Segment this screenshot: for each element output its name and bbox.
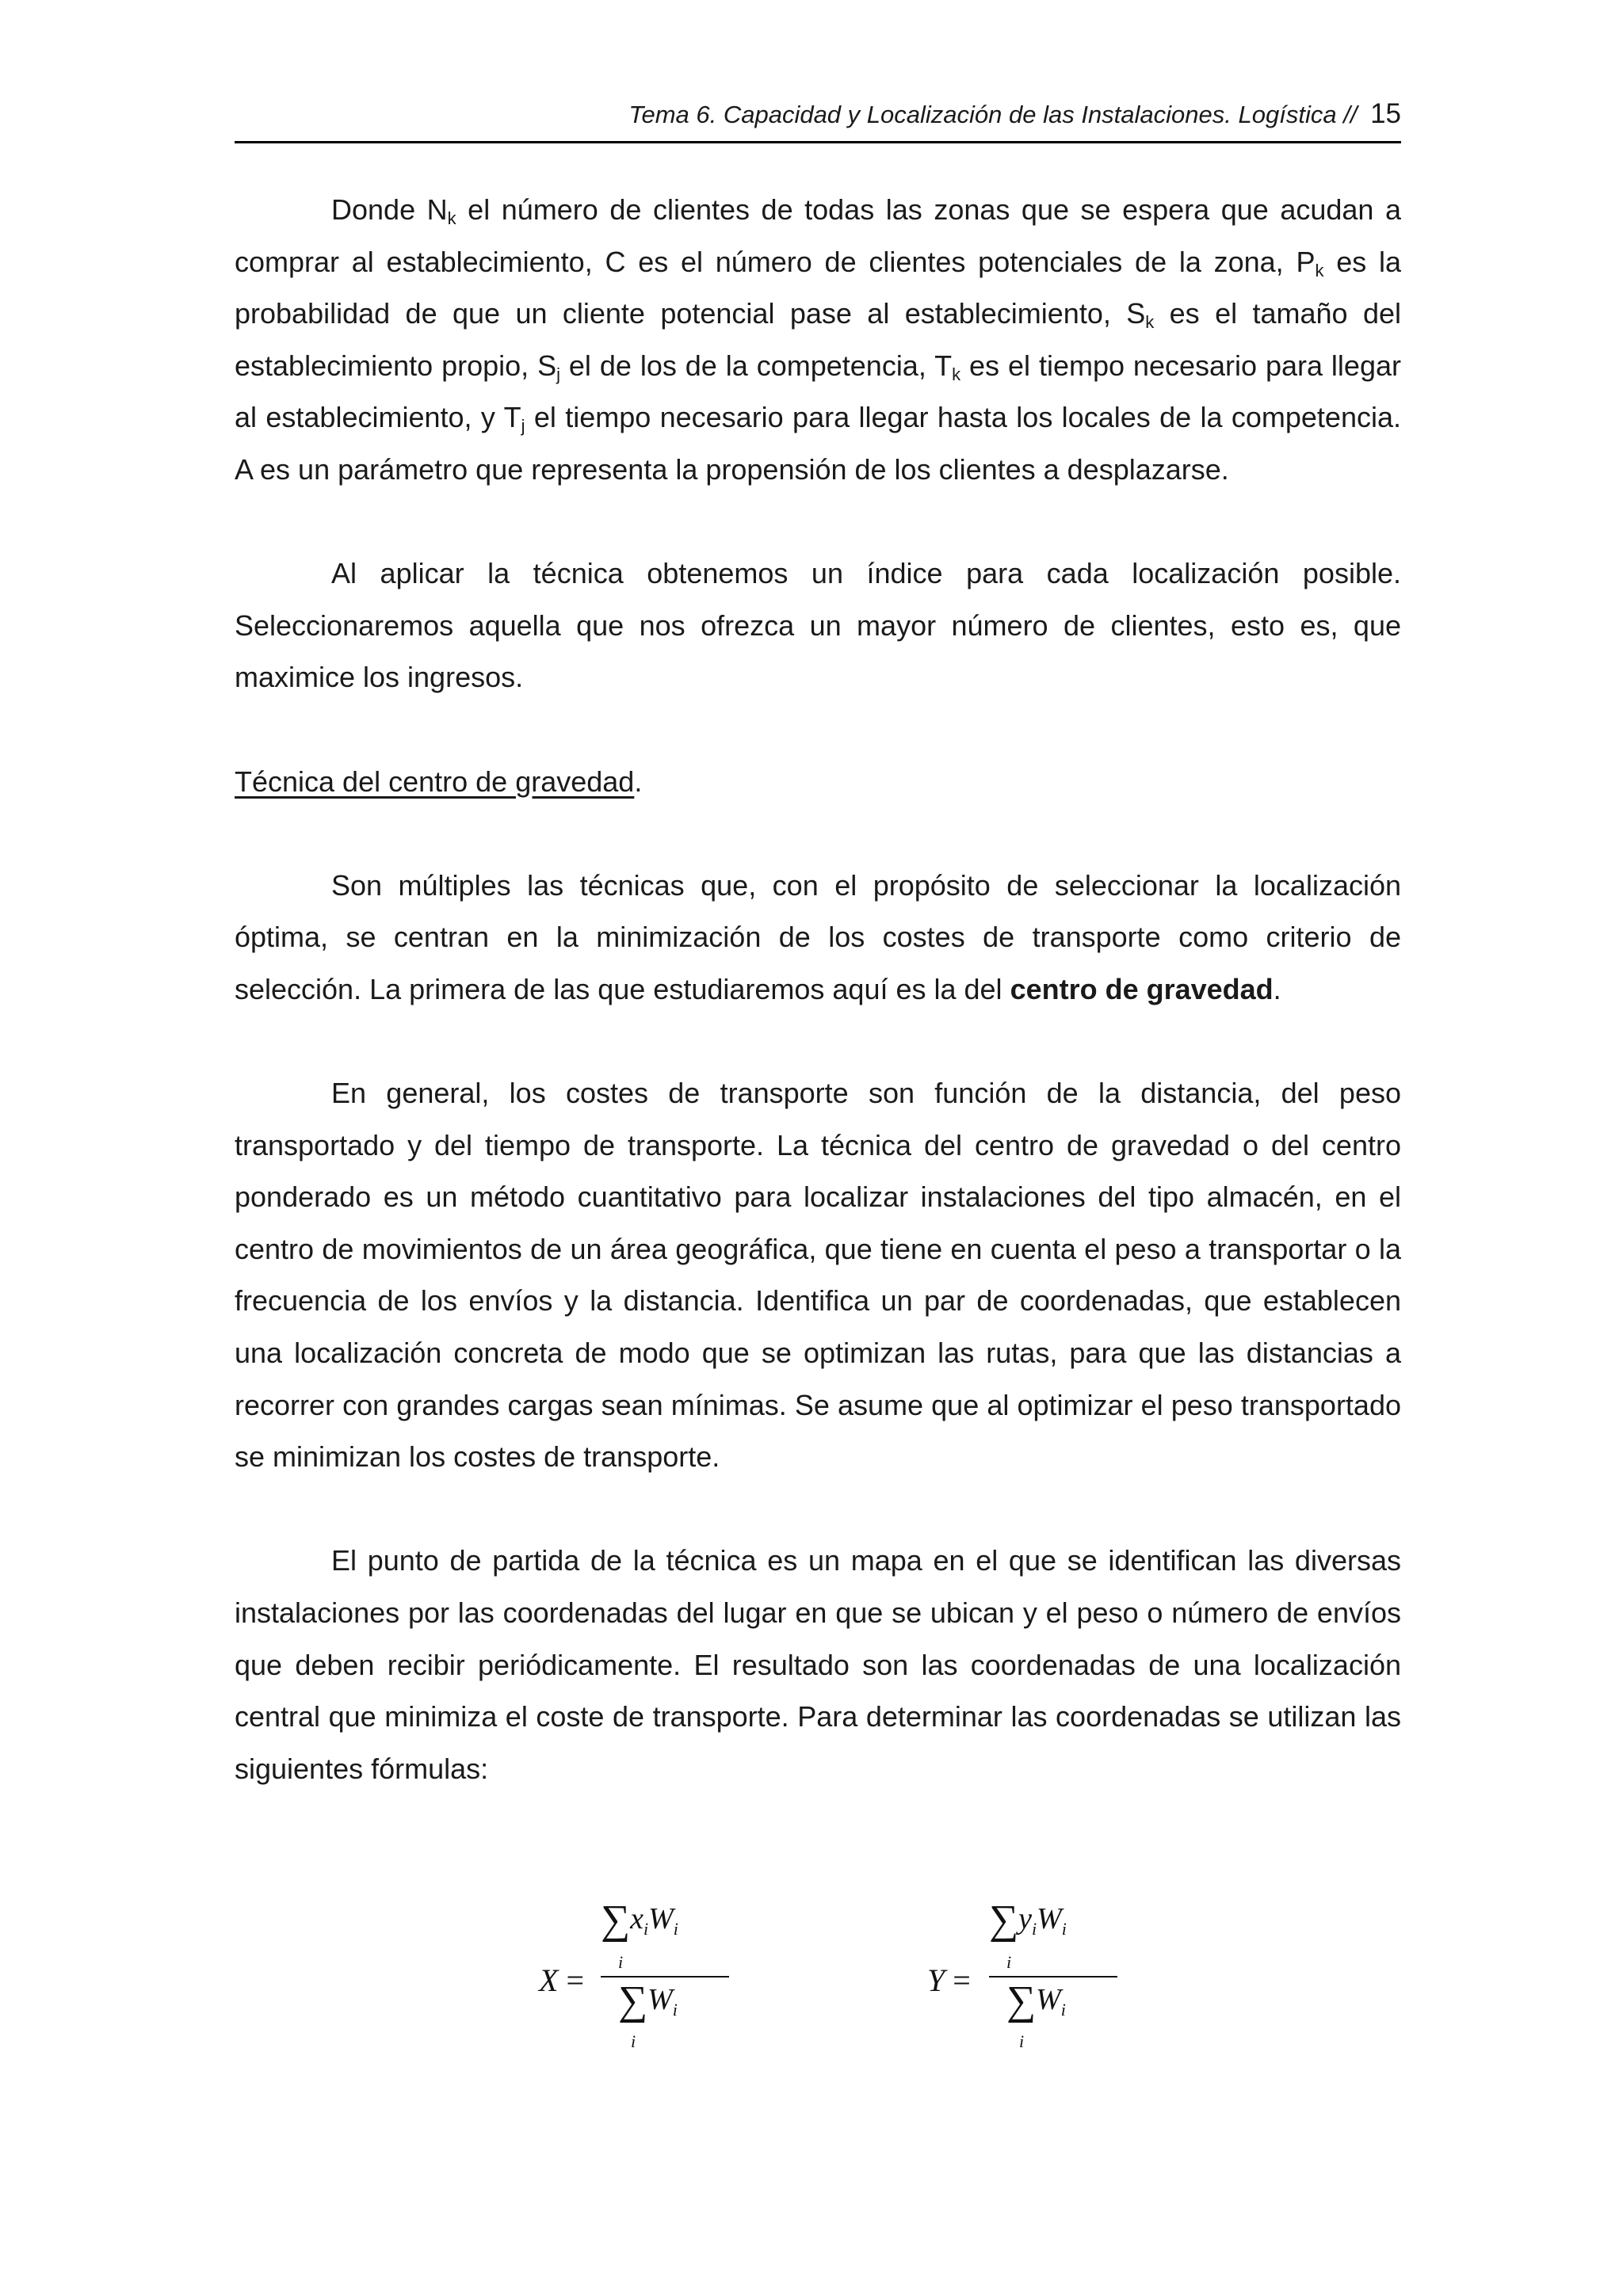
header-separator: // [1343, 101, 1358, 128]
page-body [235, 184, 1401, 1794]
p1-sub-5: k [952, 364, 961, 384]
p1-text-3: es la probabilidad de que un cliente potencial pase al establecimiento, S [235, 245, 1402, 330]
p1-sub-6: j [521, 416, 525, 437]
p1-sub-2: k [1315, 260, 1324, 280]
p3-bold-text: centro de gravedad [1010, 972, 1274, 1005]
formula-y-lhs: Y = [927, 1962, 971, 1998]
formula-x-denominator: $\sum W_i$ [618, 1978, 678, 2023]
paragraph-1 [235, 184, 1401, 496]
paragraph-3 [235, 860, 1401, 1016]
paragraph-5: El punto de partida de la técnica es un mapa en el que se identifican las diversas instalaciones por las coordenadas del lugar en que se ubican y el peso o número de envíos que deben recibir periódicamente. El resultado son las coordenadas de una localización central que minimiza el coste de transporte. Para determinar las coordenadas se utilizan las siguientes fórmulas: [235, 1544, 1401, 1785]
p1-text-4: es el tamaño del establecimiento propio, S [235, 297, 1401, 382]
formula-x-numerator: $\sum x_iW_i$ [601, 1897, 678, 1943]
p1-text-6: es el tiempo necesario para llegar al establecimiento, y T [235, 349, 1401, 434]
p1-text-7: el tiempo necesario para llegar hasta los locales de la competencia. A es un parámetro que representa la propensión de los clientes a desplazarse. [235, 401, 1401, 486]
formula-x [539, 1886, 729, 2051]
formula-y-denominator: $\sum W_i$ [1006, 1978, 1066, 2023]
p3-text-1: Son múltiples las técnicas que, con el propósito de seleccionar la localización óptima, se centran en la minimización de los costes de transporte como criterio de selección. La primera de las que estudiaremos aquí es la del [235, 868, 1401, 1005]
p1-sub-3: k [1145, 312, 1155, 333]
page-number: 15 [1370, 98, 1401, 129]
p1-text-1: Donde N [331, 193, 448, 226]
section-heading-period: . [634, 765, 643, 798]
p1-sub-4: j [556, 364, 560, 384]
page-header [235, 89, 1401, 143]
formula-x-num-index: i [618, 1952, 624, 1972]
header-text [628, 98, 1401, 130]
formula-y-den-index: i [1019, 2031, 1025, 2051]
paragraph-2: Al aplicar la técnica obtenemos un índice para cada localización posible. Seleccionaremos aquella que nos ofrezca un mayor número de clientes, esto es, que maximice los ingresos. [235, 557, 1401, 694]
formula-y-numerator: $\sum y_iW_i$ [989, 1897, 1067, 1943]
formula-y-num-index: i [1006, 1952, 1012, 1972]
section-heading [235, 756, 1401, 808]
p1-sub-1: k [447, 208, 456, 228]
formula-y [927, 1886, 1117, 2051]
section-heading-text: Técnica del centro de gravedad [235, 765, 635, 798]
p1-text-5: el de los de la competencia, T [559, 349, 953, 382]
p3-text-2: . [1273, 972, 1281, 1005]
p1-text-2: el número de clientes de todas las zonas que se espera que acudan a comprar al establecimiento, C es el número de clientes potenciales de la zona, P [235, 193, 1402, 278]
paragraph-4: En general, los costes de transporte son función de la distancia, del peso transportado y del tiempo de transporte. La técnica del centro de gravedad o del centro ponderado es un método cuantitativo para localizar instalaciones del tipo almacén, en el centro de movimientos de un área geográfica, que tiene en cuenta el peso a transportar o la frecuencia de los envíos y la distancia. Identifica un par de coordenadas, que establecen una localización concreta de modo que se optimizan las rutas, para que las distancias a recorrer con grandes cargas sean mínimas. Se asume que al optimizar el peso transportado se minimizan los costes de transporte. [235, 1077, 1401, 1474]
formula-x-lhs: X = [539, 1962, 584, 1998]
formula-x-den-index: i [631, 2031, 636, 2051]
header-title: Tema 6. Capacidad y Localización de las Instalaciones. Logística [628, 101, 1337, 128]
